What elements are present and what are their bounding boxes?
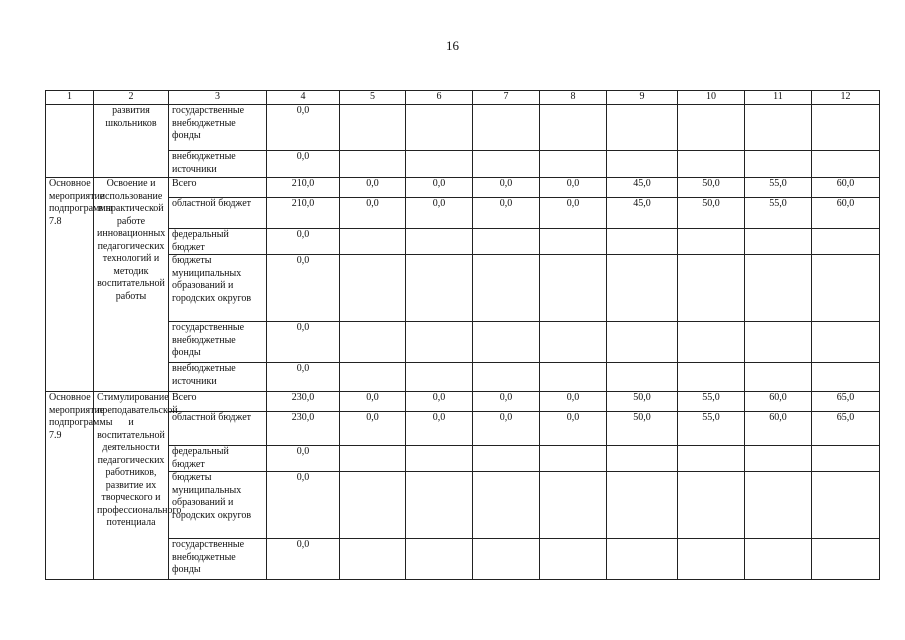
measure-code-cell: Основное мероприятие подпрограммы 7.9	[46, 392, 94, 580]
value-cell: 0,0	[473, 392, 540, 412]
column-header: 1	[46, 91, 94, 105]
funding-source-cell: бюджеты муниципальных образований и городских округов	[169, 255, 267, 322]
table-row	[46, 539, 880, 580]
table-row	[46, 229, 880, 255]
value-cell	[607, 105, 678, 151]
value-cell	[607, 472, 678, 539]
value-cell	[406, 472, 473, 539]
value-cell: 0,0	[340, 198, 406, 229]
value-cell: 0,0	[340, 178, 406, 198]
value-cell	[812, 322, 880, 363]
table-row	[46, 198, 880, 229]
value-cell	[340, 472, 406, 539]
value-cell	[340, 229, 406, 255]
value-cell: 60,0	[745, 392, 812, 412]
table-row	[46, 151, 880, 178]
value-cell: 230,0	[267, 412, 340, 446]
funding-source-cell: федеральный бюджет	[169, 229, 267, 255]
value-cell: 55,0	[745, 178, 812, 198]
table-row	[46, 446, 880, 472]
table-row	[46, 105, 880, 151]
value-cell: 0,0	[267, 446, 340, 472]
value-cell	[540, 472, 607, 539]
value-cell	[473, 322, 540, 363]
value-cell	[540, 322, 607, 363]
value-cell	[540, 363, 607, 392]
value-cell	[340, 539, 406, 580]
measure-title-cell: Стимулирование преподавательской и воспитательной деятельности педагогических работников, развитие их творческого и профессионального потенциала	[94, 392, 169, 580]
value-cell	[812, 363, 880, 392]
value-cell: 0,0	[540, 412, 607, 446]
value-cell: 0,0	[267, 322, 340, 363]
funding-source-cell: государственные внебюджетные фонды	[169, 539, 267, 580]
measure-title-cell: Освоение и использование в практической работе инновационных педагогических технологий и методик воспитательной работы	[94, 178, 169, 392]
measure-title-cell: развития школьников	[94, 105, 169, 178]
value-cell	[745, 363, 812, 392]
value-cell	[812, 539, 880, 580]
value-cell	[607, 363, 678, 392]
value-cell	[340, 105, 406, 151]
value-cell: 210,0	[267, 198, 340, 229]
value-cell	[473, 472, 540, 539]
value-cell: 65,0	[812, 412, 880, 446]
value-cell	[745, 151, 812, 178]
value-cell: 0,0	[267, 539, 340, 580]
column-header: 3	[169, 91, 267, 105]
column-header: 10	[678, 91, 745, 105]
value-cell	[812, 472, 880, 539]
value-cell	[607, 151, 678, 178]
table-row	[46, 363, 880, 392]
funding-source-cell: Всего	[169, 392, 267, 412]
column-header: 7	[473, 91, 540, 105]
value-cell: 0,0	[406, 412, 473, 446]
table-row	[46, 255, 880, 322]
value-cell: 50,0	[678, 198, 745, 229]
funding-source-cell: федеральный бюджет	[169, 446, 267, 472]
value-cell: 0,0	[540, 392, 607, 412]
value-cell	[745, 472, 812, 539]
value-cell	[340, 446, 406, 472]
value-cell	[473, 255, 540, 322]
value-cell: 55,0	[745, 198, 812, 229]
column-header: 8	[540, 91, 607, 105]
funding-source-cell: бюджеты муниципальных образований и городских округов	[169, 472, 267, 539]
value-cell	[812, 151, 880, 178]
value-cell: 60,0	[745, 412, 812, 446]
value-cell: 45,0	[607, 198, 678, 229]
value-cell: 0,0	[406, 198, 473, 229]
value-cell	[812, 229, 880, 255]
value-cell: 0,0	[340, 392, 406, 412]
value-cell	[678, 322, 745, 363]
value-cell	[678, 105, 745, 151]
value-cell	[607, 322, 678, 363]
value-cell: 50,0	[678, 178, 745, 198]
value-cell	[406, 105, 473, 151]
value-cell	[745, 229, 812, 255]
value-cell: 50,0	[607, 392, 678, 412]
funding-source-cell: государственные внебюджетные фонды	[169, 322, 267, 363]
value-cell	[678, 255, 745, 322]
column-header: 2	[94, 91, 169, 105]
measure-code-cell	[46, 105, 94, 178]
value-cell	[473, 539, 540, 580]
value-cell	[473, 363, 540, 392]
value-cell: 45,0	[607, 178, 678, 198]
value-cell: 0,0	[473, 412, 540, 446]
value-cell	[406, 446, 473, 472]
value-cell	[678, 229, 745, 255]
value-cell	[540, 539, 607, 580]
funding-source-cell: внебюджетные источники	[169, 151, 267, 178]
value-cell	[745, 105, 812, 151]
value-cell	[406, 255, 473, 322]
value-cell: 60,0	[812, 198, 880, 229]
value-cell: 0,0	[406, 392, 473, 412]
value-cell	[406, 322, 473, 363]
value-cell	[745, 446, 812, 472]
funding-source-cell: областной бюджет	[169, 412, 267, 446]
value-cell	[406, 363, 473, 392]
value-cell: 0,0	[340, 412, 406, 446]
budget-table	[45, 90, 880, 580]
funding-source-cell: внебюджетные источники	[169, 363, 267, 392]
value-cell	[745, 539, 812, 580]
value-cell: 55,0	[678, 412, 745, 446]
value-cell: 0,0	[267, 472, 340, 539]
value-cell	[473, 105, 540, 151]
funding-source-cell: областной бюджет	[169, 198, 267, 229]
value-cell	[678, 446, 745, 472]
value-cell	[540, 255, 607, 322]
measure-code-cell: Основное мероприятие подпрограммы 7.8	[46, 178, 94, 392]
column-header: 12	[812, 91, 880, 105]
funding-source-cell: государственные внебюджетные фонды	[169, 105, 267, 151]
column-header: 4	[267, 91, 340, 105]
column-header: 11	[745, 91, 812, 105]
value-cell	[678, 363, 745, 392]
column-header: 6	[406, 91, 473, 105]
value-cell: 50,0	[607, 412, 678, 446]
value-cell	[473, 229, 540, 255]
value-cell	[340, 363, 406, 392]
header-row	[46, 91, 880, 105]
value-cell	[678, 151, 745, 178]
value-cell: 0,0	[267, 105, 340, 151]
value-cell	[745, 322, 812, 363]
value-cell: 0,0	[540, 198, 607, 229]
value-cell: 55,0	[678, 392, 745, 412]
value-cell	[406, 539, 473, 580]
value-cell	[340, 151, 406, 178]
value-cell: 230,0	[267, 392, 340, 412]
value-cell: 0,0	[473, 198, 540, 229]
value-cell	[607, 539, 678, 580]
funding-source-cell: Всего	[169, 178, 267, 198]
value-cell	[607, 229, 678, 255]
page-number: 16	[446, 38, 459, 53]
value-cell	[340, 322, 406, 363]
table-row	[46, 392, 880, 412]
column-header: 5	[340, 91, 406, 105]
value-cell	[678, 539, 745, 580]
value-cell	[812, 446, 880, 472]
table-row	[46, 178, 880, 198]
table-row	[46, 322, 880, 363]
value-cell	[540, 105, 607, 151]
value-cell: 65,0	[812, 392, 880, 412]
value-cell	[607, 446, 678, 472]
value-cell	[473, 151, 540, 178]
value-cell	[540, 229, 607, 255]
value-cell: 0,0	[267, 363, 340, 392]
value-cell	[406, 229, 473, 255]
value-cell	[678, 472, 745, 539]
value-cell: 210,0	[267, 178, 340, 198]
value-cell: 0,0	[267, 151, 340, 178]
value-cell: 0,0	[267, 229, 340, 255]
value-cell: 0,0	[540, 178, 607, 198]
value-cell	[745, 255, 812, 322]
value-cell	[540, 151, 607, 178]
value-cell	[340, 255, 406, 322]
value-cell	[540, 446, 607, 472]
value-cell	[473, 446, 540, 472]
value-cell: 0,0	[406, 178, 473, 198]
value-cell	[607, 255, 678, 322]
value-cell: 0,0	[267, 255, 340, 322]
value-cell: 60,0	[812, 178, 880, 198]
value-cell: 0,0	[473, 178, 540, 198]
value-cell	[812, 105, 880, 151]
value-cell	[812, 255, 880, 322]
column-header: 9	[607, 91, 678, 105]
value-cell	[406, 151, 473, 178]
